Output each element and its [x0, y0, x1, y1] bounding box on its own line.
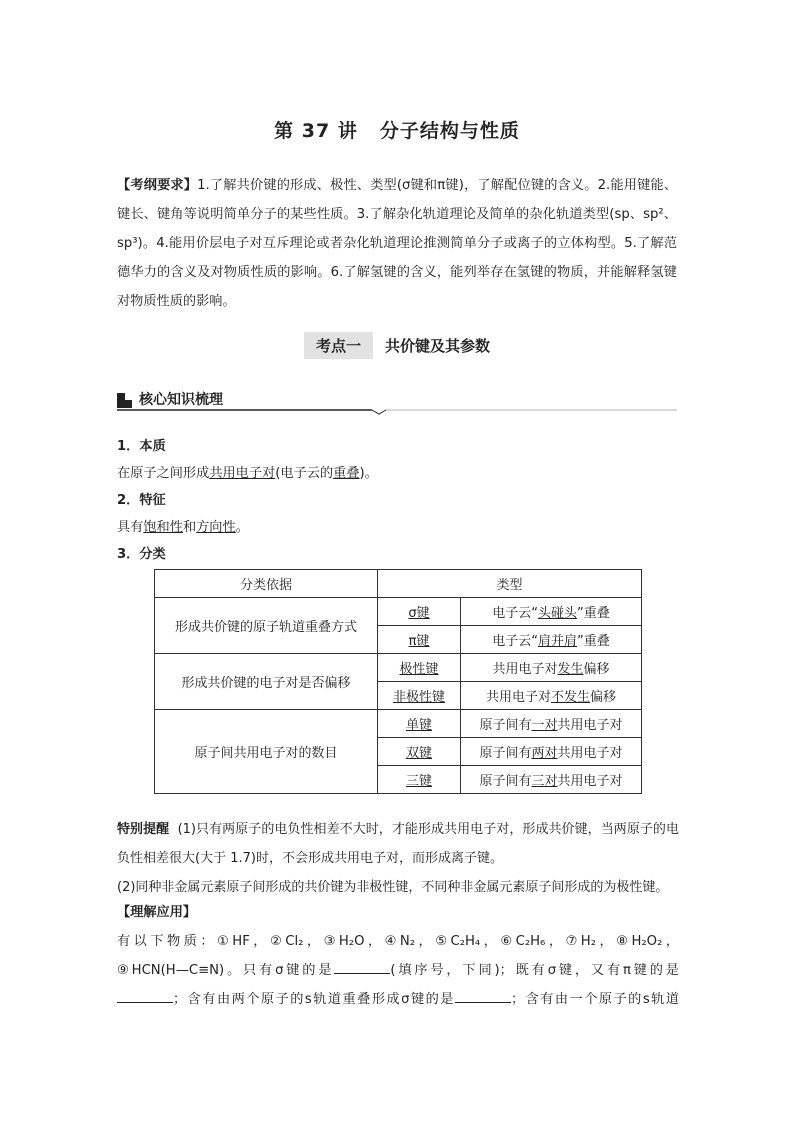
special-reminder [117, 815, 679, 902]
app-heading: 【理解应用】 [117, 905, 197, 920]
tip-p1: (1)只有两原子的电负性相差不大时，才能形成共用电子对，形成共价键，当两原子的电负性相差很大(大于 1.7)时，不会形成共用电子对，而形成离子键。 [117, 822, 679, 866]
table-cell: 非极性键 [378, 682, 461, 710]
table-cell: 形成共价键的电子对是否偏移 [155, 654, 378, 710]
core-knowledge-header [117, 389, 677, 415]
table-row [155, 710, 642, 738]
table-row [155, 654, 642, 682]
page-title [0, 116, 794, 143]
header-rule [117, 407, 677, 415]
syllabus-requirements [117, 171, 677, 316]
s1-text: 在原子之间形成共用电子对(电子云的重叠)。 [117, 466, 378, 481]
classification-table [154, 569, 642, 794]
lecture-name: 分子结构与性质 [379, 120, 520, 142]
table-cell: 双键 [378, 738, 461, 766]
tip-p2: (2)同种非金属元素原子间形成的共价键为非极性键，不同种非金属元素原子间形成的为极性键。 [117, 880, 669, 895]
requirements-text: 1.了解共价键的形成、极性、类型(σ键和π键)，了解配位键的含义。2.能用键能、键长、键角等说明简单分子的某些性质。3.了解杂化轨道理论及简单的杂化轨道类型(sp、sp²、sp³)。4.能用价层电子对互斥理论或者杂化轨道理论推测简单分子或离子的立体构型。5.了解范德华力的含义及对物质性质的影响。6.了解氢键的含义，能列举存在氢键的物质，并能解释氢键对物质性质的影响。 [117, 178, 678, 309]
section-tag: 考点一 [304, 332, 373, 359]
table-cell: 原子间有两对共用电子对 [461, 738, 642, 766]
application-exercise [117, 898, 679, 1014]
lecture-number: 第 37 讲 [274, 120, 358, 142]
table-cell: 三键 [378, 766, 461, 794]
app-line-1: 有以下物质：①HF，②Cl₂，③H₂O，④N₂，⑤C₂H₄，⑥C₂H₆，⑦H₂，⑧H₂O₂， [117, 934, 679, 949]
table-cell: 单键 [378, 710, 461, 738]
table-cell: 共用电子对不发生偏移 [461, 682, 642, 710]
s3-heading: 3．分类 [117, 547, 166, 562]
tip-label: 特别提醒 [117, 822, 170, 837]
app-line-3: ；含有由两个原子的s轨道重叠形成σ键的是 ；含有由一个原子的s轨道 [117, 985, 679, 1014]
table-header: 分类依据 [155, 570, 378, 598]
table-cell: 共用电子对发生偏移 [461, 654, 642, 682]
table-row [155, 570, 642, 598]
section-heading [0, 332, 794, 359]
section-title: 共价键及其参数 [385, 337, 491, 355]
table-cell: σ键 [378, 598, 461, 626]
requirements-label: 【考纲要求】 [117, 178, 198, 193]
table-cell: 原子间共用电子对的数目 [155, 710, 378, 794]
s1-heading: 1．本质 [117, 439, 166, 454]
table-cell: 原子间有三对共用电子对 [461, 766, 642, 794]
app-line-2: ⑨HCN(H—C≡N)。只有σ键的是 (填序号，下同)；既有σ键，又有π键的是 [117, 963, 679, 978]
table-row [155, 598, 642, 626]
table-cell: 形成共价键的原子轨道重叠方式 [155, 598, 378, 654]
core-knowledge-title: 核心知识梳理 [139, 392, 223, 408]
table-cell: π键 [378, 626, 461, 654]
s2-text: 具有饱和性和方向性。 [117, 520, 249, 535]
answer-blank[interactable] [334, 961, 390, 974]
answer-blank[interactable] [455, 990, 511, 1003]
answer-blank[interactable] [117, 990, 173, 1003]
table-header: 类型 [378, 570, 642, 598]
s2-heading: 2．特征 [117, 493, 166, 508]
table-cell: 原子间有一对共用电子对 [461, 710, 642, 738]
table-cell: 极性键 [378, 654, 461, 682]
table-cell: 电子云“肩并肩”重叠 [461, 626, 642, 654]
table-cell: 电子云“头碰头”重叠 [461, 598, 642, 626]
